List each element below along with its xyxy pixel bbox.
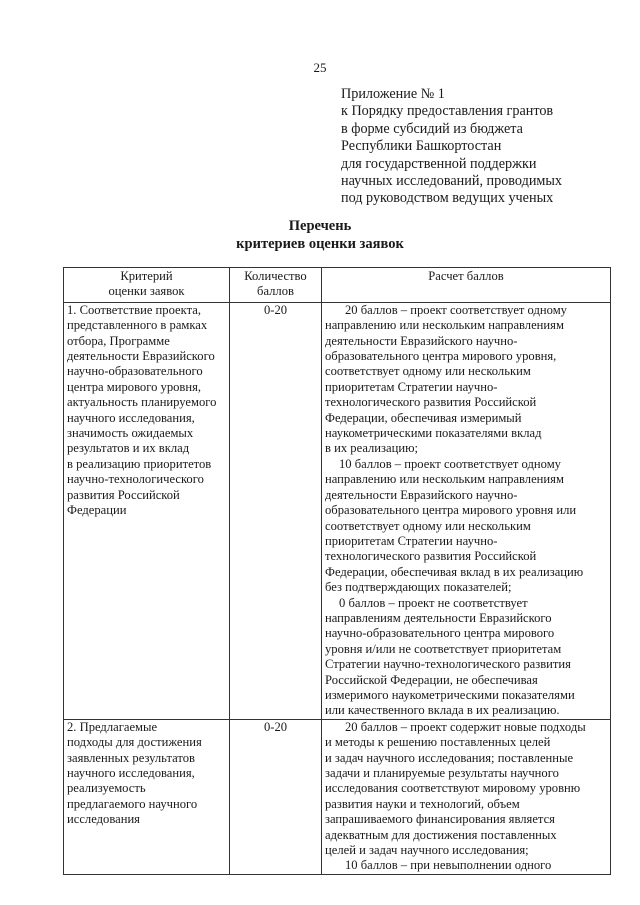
- calc-cell: [322, 719, 611, 874]
- cell-line: запрашиваемого финансирования является: [325, 812, 555, 827]
- cell-line: значимость ожидаемых: [67, 426, 194, 441]
- cell-line: деятельности Евразийского научно-: [325, 333, 518, 348]
- table-row: [64, 719, 611, 874]
- score-cell: 0-20: [230, 719, 322, 874]
- appendix-line: к Порядку предоставления грантов: [341, 103, 554, 120]
- cell-line: результатов и их вклад: [67, 441, 190, 456]
- header-line: оценки заявок: [108, 284, 185, 299]
- table-header-row: [64, 268, 611, 303]
- document-title: [0, 218, 640, 253]
- cell-line: научно-образовательного центра мирового: [325, 626, 555, 641]
- cell-line: актуальность планируемого: [67, 395, 217, 410]
- appendix-line: для государственной поддержки: [341, 155, 537, 172]
- header-line: баллов: [257, 284, 294, 299]
- cell-line: исследования соответствуют мировому уровню: [325, 781, 581, 796]
- cell-line: 20 баллов – проект соответствует одному: [345, 302, 567, 317]
- calc-cell: [322, 302, 611, 719]
- cell-line: Федерации, обеспечивая вклад в их реализацию: [325, 564, 584, 579]
- cell-line: приоритетам Стратегии научно-: [325, 533, 498, 548]
- cell-line: научно-технологического: [67, 472, 204, 487]
- cell-line: технологического развития Российской: [325, 395, 537, 410]
- cell-line: Федерации: [67, 503, 127, 518]
- cell-line: образовательного центра мирового уровня или: [325, 503, 577, 518]
- appendix-header: [341, 86, 631, 208]
- cell-line: Российской Федерации, не обеспечивая: [325, 672, 538, 687]
- cell-line: 10 баллов – проект соответствует одному: [339, 456, 561, 471]
- cell-line: научного исследования,: [67, 410, 195, 425]
- cell-line: соответствует одному или нескольким: [325, 364, 531, 379]
- header-criterion: [64, 268, 230, 303]
- appendix-line: под руководством ведущих ученых: [341, 190, 554, 207]
- cell-line: 1. Соответствие проекта,: [67, 302, 201, 317]
- header-line: Количество: [244, 269, 307, 283]
- cell-line: приоритетам Стратегии научно-: [325, 379, 498, 394]
- cell-line: развития Российской: [67, 487, 180, 502]
- cell-line: исследования: [67, 812, 140, 827]
- cell-line: научно-образовательного: [67, 364, 203, 379]
- appendix-line: Приложение № 1: [341, 86, 445, 102]
- cell-line: развития науки и технологий, объем: [325, 796, 520, 811]
- header-line: Критерий: [120, 269, 173, 283]
- cell-line: технологического развития Российской: [325, 549, 537, 564]
- cell-line: и методы к решению поставленных целей: [325, 735, 551, 750]
- cell-line: задачи и планируемые результаты научного: [325, 766, 559, 780]
- cell-line: соответствует одному или нескольким: [325, 518, 531, 533]
- appendix-line: научных исследований, проводимых: [341, 173, 563, 190]
- cell-line: реализуемость: [67, 781, 146, 796]
- cell-line: и задач научного исследования; поставленные: [325, 750, 574, 765]
- cell-line: без подтверждающих показателей;: [325, 580, 512, 595]
- cell-line: Федерации, обеспечивая измеримый: [325, 410, 522, 425]
- cell-line: представленного в рамках: [67, 318, 208, 333]
- criterion-cell: [64, 719, 230, 874]
- cell-line: направлениям деятельности Евразийского: [325, 610, 552, 625]
- cell-line: измеримого наукометрическими показателями: [325, 687, 575, 702]
- header-line: Расчет баллов: [428, 269, 504, 283]
- cell-line: в реализацию приоритетов: [67, 456, 212, 471]
- cell-line: направлению или нескольким направлениям: [325, 318, 564, 333]
- cell-line: 10 баллов – при невыполнении одного: [345, 858, 552, 873]
- title-line: Перечень: [288, 218, 352, 234]
- appendix-line: Республики Башкортостан: [341, 138, 502, 155]
- cell-line: 0 баллов – проект не соответствует: [339, 595, 528, 610]
- cell-line: научного исследования,: [67, 766, 195, 780]
- cell-line: деятельности Евразийского: [67, 349, 215, 364]
- cell-line: или качественного вклада в их реализацию.: [325, 703, 560, 718]
- cell-line: центра мирового уровня,: [67, 379, 202, 394]
- cell-line: целей и задач научного исследования;: [325, 843, 529, 858]
- cell-line: отбора, Программе: [67, 333, 170, 348]
- cell-line: образовательного центра мирового уровня,: [325, 349, 557, 364]
- cell-line: 20 баллов – проект содержит новые подходы: [345, 719, 586, 734]
- table-row: [64, 302, 611, 719]
- cell-line: направлению или нескольким направлениям: [325, 472, 564, 487]
- cell-line: деятельности Евразийского научно-: [325, 487, 518, 502]
- header-calc: [322, 268, 611, 303]
- header-score: [230, 268, 322, 303]
- cell-line: предлагаемого научного: [67, 796, 198, 811]
- page-number: 25: [313, 60, 327, 75]
- title-line: критериев оценки заявок: [236, 235, 404, 252]
- score-cell: 0-20: [230, 302, 322, 719]
- criterion-cell: [64, 302, 230, 719]
- cell-line: уровня и/или не соответствует приоритетам: [325, 641, 562, 656]
- appendix-line: в форме субсидий из бюджета: [341, 120, 523, 137]
- cell-line: Стратегии научно-технологического развития: [325, 657, 571, 672]
- cell-line: наукометрическими показателями вклад: [325, 426, 542, 441]
- cell-line: 2. Предлагаемые: [67, 719, 158, 734]
- cell-line: в их реализацию;: [325, 441, 418, 456]
- cell-line: адекватным для достижения поставленных: [325, 827, 557, 842]
- cell-line: заявленных результатов: [67, 750, 195, 765]
- cell-line: подходы для достижения: [67, 735, 202, 750]
- criteria-table: [63, 267, 611, 875]
